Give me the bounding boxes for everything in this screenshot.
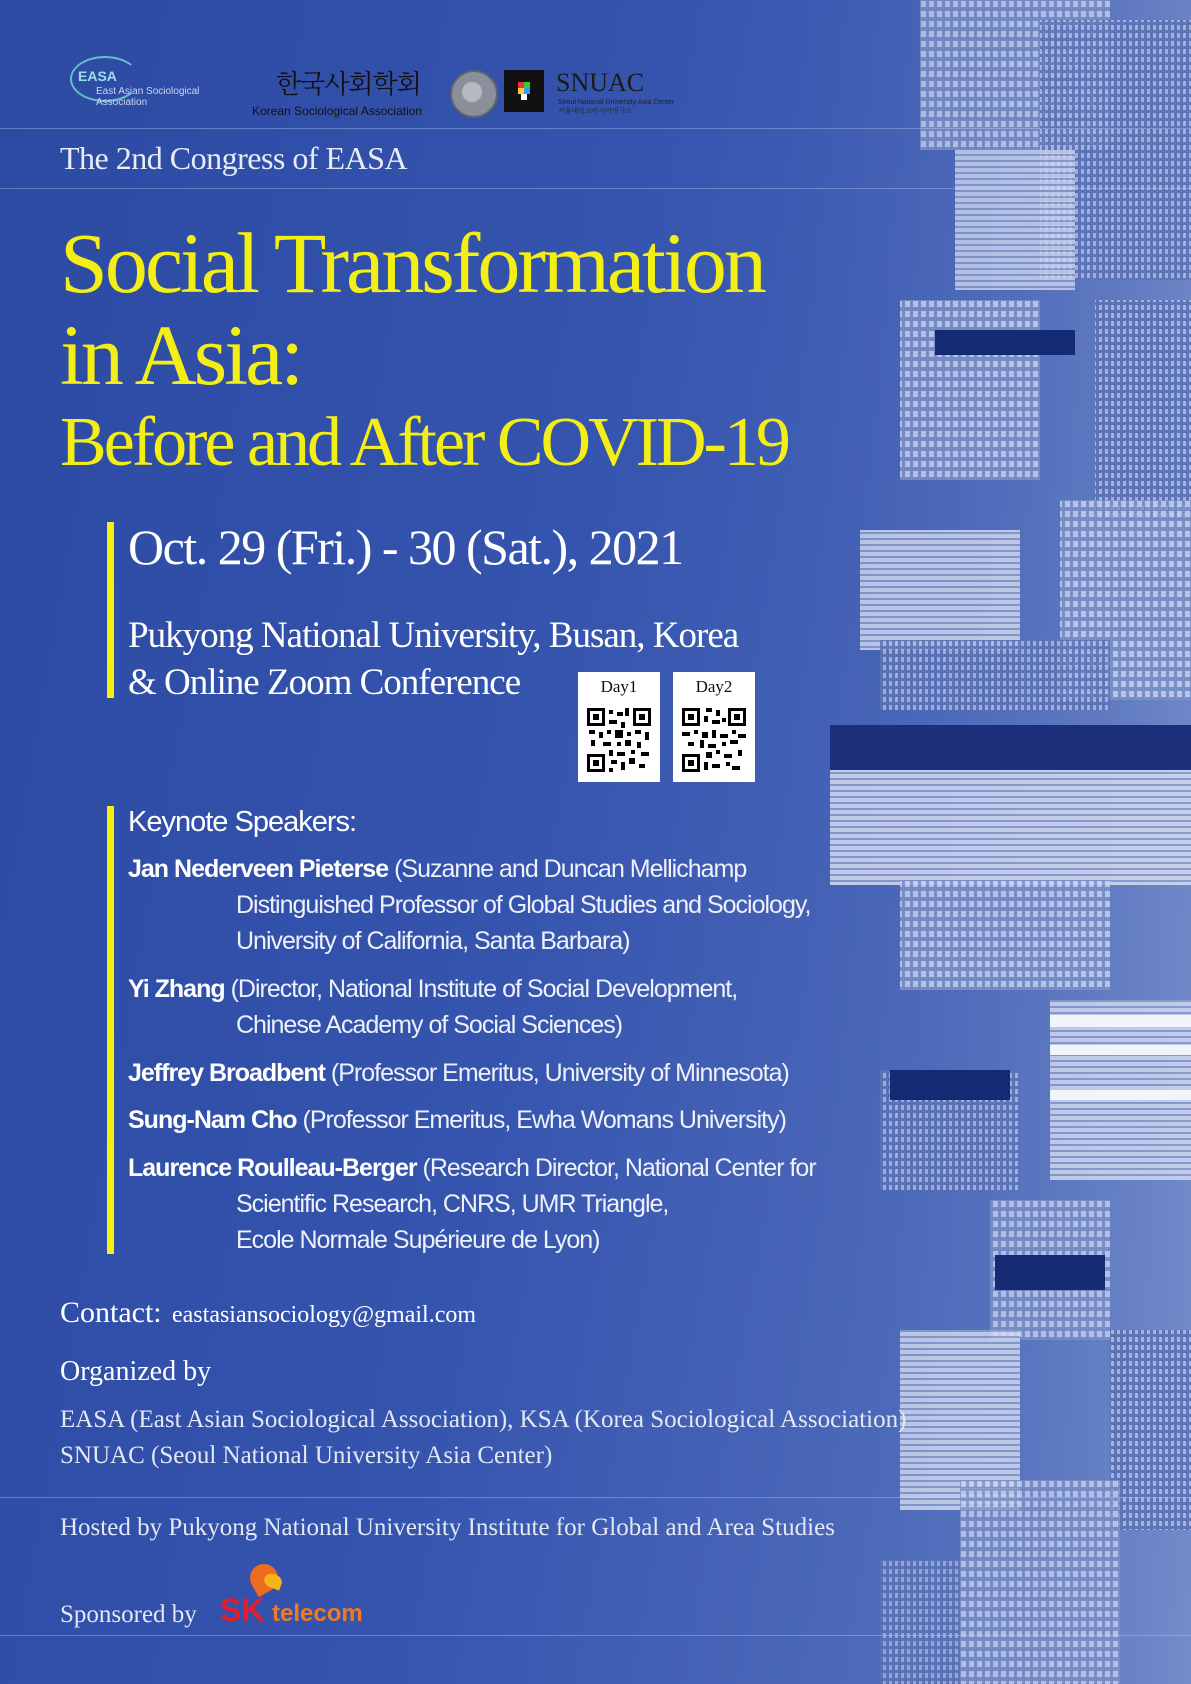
organized-by-heading: Organized by bbox=[60, 1356, 212, 1387]
easa-logo bbox=[66, 48, 226, 114]
telecom-brand-text: telecom bbox=[272, 1600, 363, 1627]
speaker-4-line bbox=[128, 1106, 786, 1135]
divider bbox=[0, 188, 1191, 189]
qr-code-day2[interactable] bbox=[673, 672, 755, 782]
title-line-2: in Asia: bbox=[60, 307, 302, 403]
sk-brand-text: SK bbox=[220, 1592, 265, 1628]
easa-logo-abbr: EASA bbox=[78, 68, 117, 84]
venue-line-2: & Online Zoom Conference bbox=[128, 662, 521, 703]
snuac-logo bbox=[450, 68, 675, 120]
snuac-mark-icon bbox=[504, 70, 544, 112]
speaker-affiliation: Chinese Academy of Social Sciences) bbox=[236, 1011, 623, 1039]
ksa-logo-korean: 한국사회학회 bbox=[276, 70, 421, 100]
speaker-affiliation: Scientific Research, CNRS, UMR Triangle, bbox=[236, 1190, 669, 1218]
speaker-affiliation: (Professor Emeritus, Ewha Womans University) bbox=[302, 1106, 786, 1134]
speaker-5-line bbox=[128, 1154, 816, 1183]
speaker-affiliation: (Director, National Institute of Social Development, bbox=[230, 975, 738, 1003]
speaker-3-line bbox=[128, 1059, 789, 1088]
event-date: Oct. 29 (Fri.) - 30 (Sat.), 2021 bbox=[128, 519, 683, 575]
snuac-logo-name: Seoul National University Asia Center bbox=[558, 99, 675, 106]
qr-label: Day2 bbox=[695, 677, 733, 696]
speaker-affiliation: (Research Director, National Center for bbox=[422, 1154, 816, 1182]
venue-line-1: Pukyong National University, Busan, Korea bbox=[128, 615, 739, 656]
snu-seal-icon bbox=[450, 70, 498, 118]
hosted-by: Hosted by Pukyong National University Institute for Global and Area Studies bbox=[60, 1514, 835, 1541]
congress-subtitle: The 2nd Congress of EASA bbox=[60, 140, 408, 176]
qr-code-icon bbox=[587, 708, 651, 772]
speaker-affiliation: Distinguished Professor of Global Studies and Sociology, bbox=[236, 891, 811, 919]
speaker-name: Jan Nederveen Pieterse bbox=[128, 855, 389, 883]
qr-code-icon bbox=[682, 708, 746, 772]
speaker-affiliation: (Suzanne and Duncan Mellichamp bbox=[394, 855, 747, 883]
qr-code-day1[interactable] bbox=[578, 672, 660, 782]
speaker-affiliation: (Professor Emeritus, University of Minnesota) bbox=[330, 1059, 789, 1087]
title-line-1: Social Transformation bbox=[60, 215, 764, 311]
accent-bar bbox=[107, 522, 114, 698]
snuac-logo-abbr: SNUAC bbox=[556, 68, 645, 97]
divider bbox=[0, 1635, 1191, 1636]
sponsored-by-label: Sponsored by bbox=[60, 1601, 197, 1628]
sk-telecom-logo bbox=[220, 1562, 380, 1632]
speaker-1-line bbox=[128, 855, 746, 884]
ksa-logo bbox=[252, 60, 422, 122]
accent-bar bbox=[107, 806, 114, 1254]
ksa-logo-name: Korean Sociological Association bbox=[252, 104, 423, 118]
contact-email-link[interactable]: eastasiansociology@gmail.com bbox=[172, 1302, 477, 1328]
contact-label: Contact: bbox=[60, 1296, 162, 1329]
speaker-name: Sung-Nam Cho bbox=[128, 1106, 297, 1134]
speaker-name: Jeffrey Broadbent bbox=[128, 1059, 325, 1087]
easa-logo-name: East Asian Sociological Association bbox=[96, 86, 200, 108]
organizers-line-1: EASA (East Asian Sociological Association), KSA (Korea Sociological Association) bbox=[60, 1406, 907, 1433]
snuac-logo-korean: 서울대학교아시아연구소 bbox=[558, 108, 633, 115]
divider bbox=[0, 128, 1191, 129]
speaker-affiliation: University of California, Santa Barbara) bbox=[236, 927, 630, 955]
organizers-line-2: SNUAC (Seoul National University Asia Center) bbox=[60, 1442, 553, 1469]
title-line-3: Before and After COVID-19 bbox=[60, 404, 788, 481]
divider bbox=[0, 1497, 1191, 1498]
qr-label: Day1 bbox=[600, 677, 638, 696]
speaker-name: Yi Zhang bbox=[128, 975, 225, 1003]
snuac-logo-sub bbox=[558, 98, 674, 116]
keynote-heading: Keynote Speakers: bbox=[128, 806, 357, 838]
speaker-2-line bbox=[128, 975, 737, 1004]
speaker-affiliation: Ecole Normale Supérieure de Lyon) bbox=[236, 1226, 600, 1254]
speaker-name: Laurence Roulleau-Berger bbox=[128, 1154, 417, 1182]
mark-pixel bbox=[521, 94, 527, 100]
